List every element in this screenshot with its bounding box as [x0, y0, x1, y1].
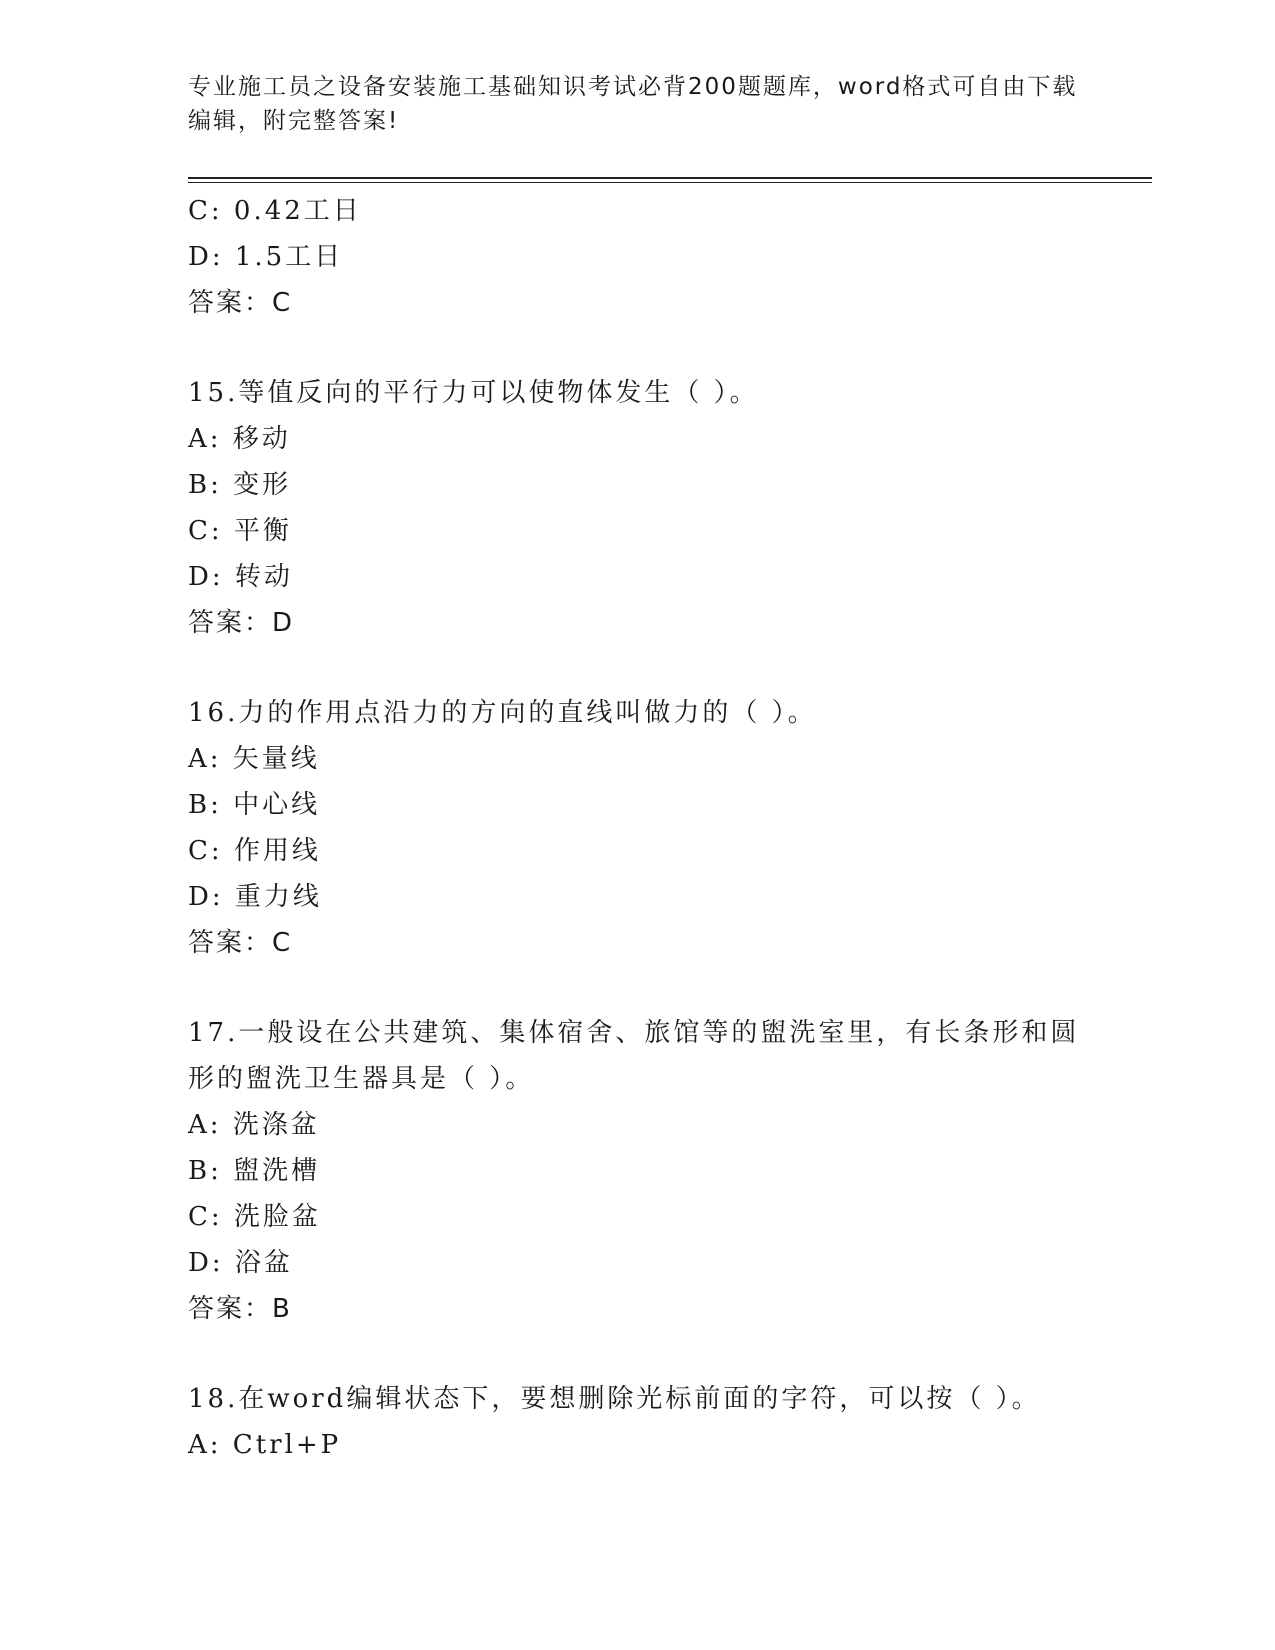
option-b: B: 盥洗槽 — [188, 1156, 321, 1186]
answer: 答案：C — [188, 288, 293, 318]
document-header — [188, 70, 1088, 138]
option-d: D: 转动 — [188, 562, 293, 592]
header-divider-thin — [188, 182, 1152, 183]
answer: 答案：C — [188, 928, 293, 958]
question-text-line2: 形的盥洗卫生器具是（ ）。 — [188, 1064, 535, 1094]
answer: 答案：D — [188, 608, 295, 638]
option-b: B: 变形 — [188, 470, 292, 500]
option-d: D: 重力线 — [188, 882, 322, 912]
header-title-line2: 编辑，附完整答案! — [188, 108, 400, 134]
question-16 — [188, 690, 1088, 966]
option-a: A: Ctrl+P — [188, 1430, 342, 1460]
question-14-tail — [188, 188, 1088, 326]
option-d: D: 浴盆 — [188, 1248, 293, 1278]
option-a: A: 矢量线 — [188, 744, 320, 774]
option-a: A: 移动 — [188, 424, 291, 454]
question-18 — [188, 1376, 1088, 1468]
option-c: C: 作用线 — [188, 836, 321, 866]
option-d: D: 1.5工日 — [188, 242, 344, 272]
option-a: A: 洗涤盆 — [188, 1110, 320, 1140]
question-text: 16.力的作用点沿力的方向的直线叫做力的（ ）。 — [188, 698, 817, 728]
question-17 — [188, 1010, 1088, 1332]
option-c: C: 洗脸盆 — [188, 1202, 321, 1232]
header-title-line1: 专业施工员之设备安装施工基础知识考试必背200题题库，word格式可自由下载 — [188, 74, 1078, 100]
question-text: 18.在word编辑状态下，要想删除光标前面的字符，可以按（ ）。 — [188, 1384, 1041, 1414]
option-c: C: 0.42工日 — [188, 196, 362, 226]
question-list — [188, 188, 1088, 1468]
option-c: C: 平衡 — [188, 516, 292, 546]
option-b: B: 中心线 — [188, 790, 321, 820]
answer: 答案：B — [188, 1294, 292, 1324]
header-divider-thick — [188, 177, 1152, 179]
question-text: 15.等值反向的平行力可以使物体发生（ ）。 — [188, 378, 759, 408]
question-15 — [188, 370, 1088, 646]
question-text-line1: 17.一般设在公共建筑、集体宿舍、旅馆等的盥洗室里，有长条形和圆 — [188, 1018, 1080, 1048]
